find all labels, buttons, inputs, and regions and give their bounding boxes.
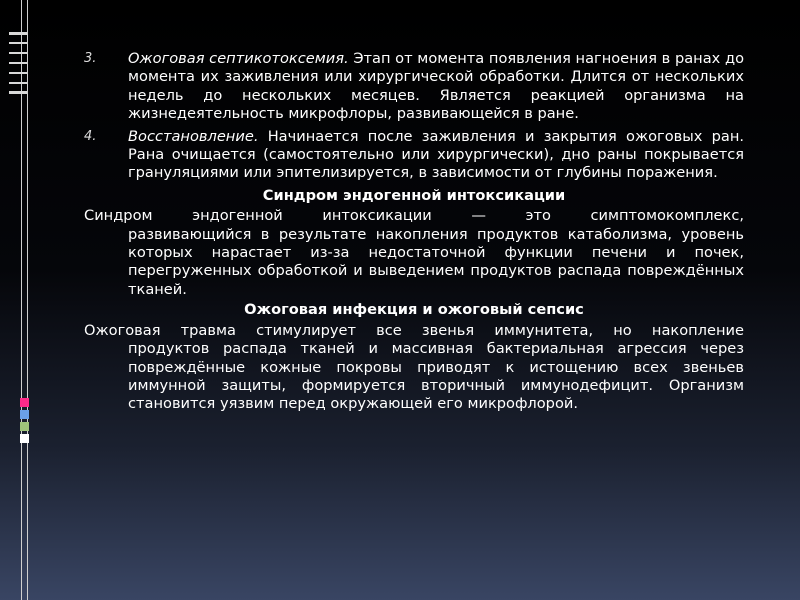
list-term: Восстановление. bbox=[128, 127, 259, 145]
list-text: Этап от момента появления нагноения в ранах до момента их заживления или хирургической обработки. Длится от нескольких недель до нескольких месяцев. Является реакцией организма на жизнедеятельность микрофлоры, развивающейся в ране. bbox=[128, 50, 744, 123]
section-heading: Ожоговая инфекция и ожоговый сепсис bbox=[244, 301, 584, 319]
list-number: 3. bbox=[84, 51, 97, 66]
list-item bbox=[84, 128, 744, 183]
paragraph-rest: развивающийся в результате накопления продуктов катаболизма, уровень которых нарастает из-за недостаточной функции печени и почек, перегруженных обработкой и выведением продуктов распада повреждённых тканей. bbox=[128, 225, 744, 298]
section-heading: Синдром эндогенной интоксикации bbox=[262, 186, 566, 204]
decorative-block bbox=[6, 32, 32, 94]
paragraph-lead: Синдром эндогенной интоксикации — это симптомокомплекс, bbox=[84, 207, 744, 225]
decorative-square-blue bbox=[20, 410, 29, 419]
decorative-square-green bbox=[20, 422, 29, 431]
list-text: Начинается после заживления и закрытия ожоговых ран. Рана очищается (самостоятельно или хирургически), дно раны покрывается грануляциями или эпителизируется, в зависимости от глубины поражения. bbox=[128, 127, 744, 182]
paragraph-lead: Ожоговая травма стимулирует все звенья иммунитета, но накопление bbox=[84, 321, 744, 339]
section-paragraph bbox=[84, 322, 744, 414]
decorative-square-white bbox=[20, 434, 29, 443]
list-term: Ожоговая септикотоксемия. bbox=[128, 50, 349, 67]
paragraph-rest: продуктов распада тканей и массивная бактериальная агрессия через повреждённые кожные покровы приводят к истощению всех звеньев иммунной защиты, формируется вторичный иммунодефицит. Организм становится уязвим перед окружающей его микрофлорой. bbox=[128, 340, 744, 413]
slide-content bbox=[84, 50, 744, 416]
list-number: 4. bbox=[84, 128, 97, 144]
section-paragraph bbox=[84, 207, 744, 299]
list-item bbox=[84, 50, 744, 124]
decorative-square-pink bbox=[20, 398, 29, 407]
